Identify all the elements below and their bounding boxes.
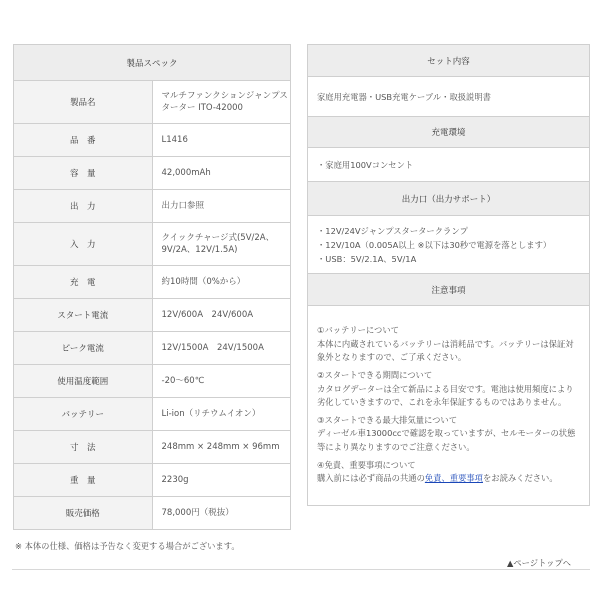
note-title: ③スタートできる最大排気量について [317, 414, 458, 425]
spec-label: バッテリー [14, 398, 153, 431]
table-row [14, 81, 291, 124]
charge-env-title: 充電環境 [308, 117, 590, 148]
spec-value: Li-ion（リチウムイオン） [152, 398, 291, 431]
spec-label: 容 量 [14, 157, 153, 190]
spec-label: 寸 法 [14, 431, 153, 464]
set-contents-title: セット内容 [308, 45, 590, 77]
spec-value: 出力口参照 [152, 190, 291, 223]
note-title: ②スタートできる期間について [317, 370, 433, 381]
spec-label: 入 力 [14, 223, 153, 266]
spec-label: スタート電流 [14, 299, 153, 332]
right-column [307, 44, 590, 506]
notes-title: 注意事項 [308, 274, 590, 306]
output-title: 出力口（出力サポート） [308, 182, 590, 216]
spec-label: 充 電 [14, 266, 153, 299]
table-row [14, 464, 291, 497]
list-item: ・USB：5V/2.1A、5V/1A [317, 253, 417, 264]
spec-label: 製品名 [14, 81, 153, 124]
set-contents-table [307, 44, 590, 506]
output-list [308, 216, 590, 274]
table-row [14, 431, 291, 464]
table-row [14, 332, 291, 365]
spec-label: 重 量 [14, 464, 153, 497]
spec-value: 42,000mAh [152, 157, 291, 190]
spec-table [13, 44, 291, 530]
spec-value: L1416 [152, 124, 291, 157]
note-item [317, 414, 581, 455]
spec-title: 製品スペック [14, 45, 291, 81]
table-row [14, 398, 291, 431]
spec-label: 販売価格 [14, 497, 153, 530]
list-item: ・12V/10A（0.005A以上 ※以下は30秒で電源を落とします） [317, 239, 552, 250]
note-title: ④免責、重要事項について [317, 459, 416, 470]
disclaimer-link[interactable]: 免責、重要事項 [424, 473, 483, 484]
note-title: ①バッテリーについて [317, 325, 399, 336]
note-text: 本体に内蔵されているバッテリーは消耗品です。バッテリーは保証対象外となりますので、ご了承ください。 [317, 338, 574, 363]
divider [12, 569, 590, 570]
note-item [317, 459, 581, 486]
spec-value: マルチファンクションジャンプスターター ITO-42000 [152, 81, 291, 124]
table-row [14, 190, 291, 223]
note-text: をお読みください。 [482, 473, 558, 484]
set-contents-text: 家庭用充電器・USB充電ケーブル・取扱説明書 [308, 77, 590, 117]
notes-body [308, 306, 590, 506]
charge-env-text: ・家庭用100Vコンセント [308, 148, 590, 182]
spec-label: 使用温度範囲 [14, 365, 153, 398]
note-text: カタログデーターは全て新品による目安です。電池は使用頻度により劣化していきますので、これを永年保証するものではありません。 [317, 383, 574, 408]
table-row [14, 157, 291, 190]
table-row [14, 365, 291, 398]
table-row [14, 266, 291, 299]
spec-value: 約10時間（0%から） [152, 266, 291, 299]
spec-label: 出 力 [14, 190, 153, 223]
spec-header-row [14, 45, 291, 81]
page-top-link[interactable]: ▲ページトップへ [507, 558, 571, 568]
table-row [14, 299, 291, 332]
spec-value: クイックチャージ式(5V/2A、9V/2A、12V/1.5A) [152, 223, 291, 266]
note-item [317, 369, 581, 410]
table-row [14, 497, 291, 530]
note-text: 購入前には必ず商品の共通の [317, 473, 425, 484]
spec-value: 2230g [152, 464, 291, 497]
spec-value: 12V/1500A 24V/1500A [152, 332, 291, 365]
table-row [14, 223, 291, 266]
list-item: ・12V/24Vジャンプスタータークランプ [317, 225, 468, 236]
spec-label: ピーク電流 [14, 332, 153, 365]
note-text: ディーゼル車13000ccで確認を取っていますが、セルモーターの状態等により異なりますのでご注意ください。 [317, 428, 576, 452]
spec-value: 78,000円（税抜） [152, 497, 291, 530]
footnote: ※ 本体の仕様、価格は予告なく変更する場合がございます。 [15, 541, 240, 551]
spec-value: -20～60℃ [152, 365, 291, 398]
spec-value: 248mm × 248mm × 96mm [152, 431, 291, 464]
spec-label: 品 番 [14, 124, 153, 157]
spec-value: 12V/600A 24V/600A [152, 299, 291, 332]
note-item [317, 324, 581, 365]
table-row [14, 124, 291, 157]
